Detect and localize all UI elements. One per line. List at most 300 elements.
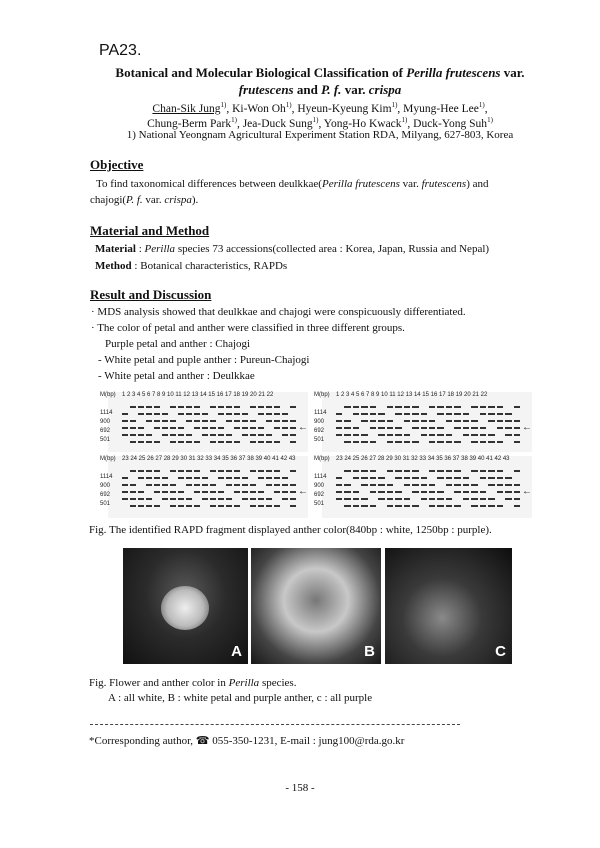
gel-band xyxy=(170,491,176,493)
gel-band xyxy=(170,505,176,507)
gel-band xyxy=(471,470,477,472)
gel-band xyxy=(480,413,486,415)
gel-size-label: 1114 xyxy=(314,474,327,480)
gel-band xyxy=(226,420,232,422)
gel-band xyxy=(497,420,503,422)
gel-band xyxy=(505,427,511,429)
gel-band xyxy=(454,441,460,443)
gel-band xyxy=(218,491,224,493)
gel-band xyxy=(186,406,192,408)
gel-band xyxy=(234,427,240,429)
gel-band xyxy=(497,477,503,479)
footnote-divider xyxy=(90,724,460,725)
author-2: , Ki-Won Oh xyxy=(226,102,286,115)
material-line: Material : Perilla species 73 accessions(collected area : Korea, Japan, Russia and Nepal) xyxy=(95,243,490,255)
material-heading: Material and Method xyxy=(90,223,210,238)
gel-band xyxy=(122,420,128,422)
gel-band xyxy=(437,434,443,436)
gel-band xyxy=(471,427,477,429)
gel-band xyxy=(387,498,393,500)
gel-band xyxy=(421,498,427,500)
gel-band xyxy=(344,505,350,507)
gel-band xyxy=(242,427,248,429)
gel-band xyxy=(250,484,256,486)
gel-band xyxy=(421,420,427,422)
gel-band xyxy=(154,420,160,422)
author-5-sup: 1) xyxy=(231,116,237,124)
gel-band xyxy=(387,441,393,443)
gel-band xyxy=(361,505,367,507)
gel-band xyxy=(202,420,208,422)
gel-band xyxy=(370,441,376,443)
gel-band xyxy=(370,413,376,415)
gel-band xyxy=(514,434,520,436)
gel-band xyxy=(130,427,136,429)
gel-band xyxy=(202,434,208,436)
gel-band xyxy=(378,427,384,429)
photo-a-label: A xyxy=(231,643,242,660)
gel-band xyxy=(378,491,384,493)
gel-band xyxy=(218,470,224,472)
title-variety-2: crispa xyxy=(368,82,402,97)
gel-band xyxy=(162,434,168,436)
gel-band xyxy=(421,477,427,479)
gel-top-left xyxy=(108,392,308,452)
gel-band xyxy=(471,484,477,486)
gel-band xyxy=(274,406,280,408)
gel-band xyxy=(412,470,418,472)
gel-band xyxy=(186,434,192,436)
gel-band xyxy=(336,484,342,486)
gel-band xyxy=(290,441,296,443)
gel-band xyxy=(370,427,376,429)
gel-band xyxy=(378,498,384,500)
gel-band xyxy=(437,441,443,443)
gel-band xyxy=(361,477,367,479)
gel-band xyxy=(218,505,224,507)
gel-lane-numbers: 23 24 25 26 27 28 29 30 31 32 33 34 35 36 37 38 39 40 41 42 43 xyxy=(122,456,296,462)
gel-band xyxy=(250,427,256,429)
gel-band xyxy=(146,470,152,472)
gel-band xyxy=(154,406,160,408)
gel-band xyxy=(404,413,410,415)
gel-band xyxy=(138,406,144,408)
fig2-a: Fig. Flower and anther color in xyxy=(89,677,229,689)
gel-band xyxy=(463,484,469,486)
obj-e: ) and xyxy=(466,178,489,190)
gel-band xyxy=(404,505,410,507)
gel-band xyxy=(344,470,350,472)
gel-band xyxy=(454,491,460,493)
author-6-sup: 1) xyxy=(312,116,319,124)
author-3-sup: 1) xyxy=(391,101,398,109)
gel-band xyxy=(266,477,272,479)
gel-band xyxy=(370,406,376,408)
gel-band xyxy=(488,413,494,415)
gel-band xyxy=(210,484,216,486)
gel-band xyxy=(480,505,486,507)
gel-band xyxy=(471,491,477,493)
gel-band xyxy=(186,441,192,443)
gel-band xyxy=(353,491,359,493)
photo-b-label: B xyxy=(364,643,375,660)
gel-band xyxy=(514,498,520,500)
gel-band xyxy=(344,406,350,408)
gel-band xyxy=(446,434,452,436)
gel-band xyxy=(266,406,272,408)
gel-arrow-icon: ← xyxy=(298,422,308,433)
gel-band xyxy=(514,505,520,507)
gel-band xyxy=(370,491,376,493)
gel-band xyxy=(437,406,443,408)
gel-band xyxy=(178,406,184,408)
gel-band xyxy=(361,413,367,415)
gel-size-label: 692 xyxy=(100,428,111,434)
gel-band xyxy=(480,498,486,500)
gel-band xyxy=(130,434,136,436)
gel-band xyxy=(226,477,232,479)
gel-band xyxy=(266,413,272,415)
gel-band xyxy=(336,498,342,500)
gel-band xyxy=(178,470,184,472)
gel-band xyxy=(446,484,452,486)
gel-band xyxy=(186,420,192,422)
gel-band xyxy=(446,413,452,415)
gel-band xyxy=(138,491,144,493)
gel-band xyxy=(186,505,192,507)
gel-band xyxy=(274,470,280,472)
gel-band xyxy=(138,498,144,500)
material-perilla: Perilla xyxy=(144,243,176,255)
gel-band xyxy=(234,470,240,472)
gel-size-label: 1114 xyxy=(314,410,327,416)
gel-band xyxy=(122,434,128,436)
gel-band xyxy=(429,491,435,493)
gel-band xyxy=(370,470,376,472)
gel-band xyxy=(274,427,280,429)
gel-band xyxy=(344,434,350,436)
method-label: Method xyxy=(95,260,132,272)
gel-band xyxy=(497,406,503,408)
gel-band xyxy=(162,477,168,479)
result-line-4: - White petal and puple anther : Pureun-Chajogi xyxy=(98,354,310,366)
photo-c xyxy=(385,548,512,664)
gel-band xyxy=(437,470,443,472)
gel-size-label: 900 xyxy=(100,483,111,489)
gel-band xyxy=(130,498,136,500)
gel-band xyxy=(194,441,200,443)
gel-band xyxy=(210,427,216,429)
gel-band xyxy=(395,406,401,408)
gel-band xyxy=(446,470,452,472)
gel-band xyxy=(154,470,160,472)
objective-heading: Objective xyxy=(90,157,144,172)
gel-band xyxy=(395,470,401,472)
gel-band xyxy=(234,413,240,415)
gel-band xyxy=(146,441,152,443)
gel-band xyxy=(146,434,152,436)
gel-band xyxy=(344,441,350,443)
gel-band xyxy=(130,484,136,486)
gel-band xyxy=(290,427,296,429)
gel-band xyxy=(437,505,443,507)
gel-band xyxy=(218,413,224,415)
gel-band xyxy=(274,441,280,443)
gel-band xyxy=(290,406,296,408)
author-7-sup: 1) xyxy=(401,116,408,124)
gel-band xyxy=(344,427,350,429)
gel-band xyxy=(170,441,176,443)
obj-f: chajogi( xyxy=(90,194,127,206)
gel-band xyxy=(421,427,427,429)
gel-band xyxy=(258,413,264,415)
gel-size-label: 501 xyxy=(100,437,111,443)
gel-band xyxy=(336,427,342,429)
gel-band xyxy=(429,470,435,472)
gel-band xyxy=(234,484,240,486)
gel-band xyxy=(454,477,460,479)
gel-band xyxy=(162,491,168,493)
gel-band xyxy=(130,505,136,507)
obj-c: var. xyxy=(399,178,422,190)
gel-band xyxy=(122,427,128,429)
gel-band xyxy=(404,470,410,472)
gel-band xyxy=(370,477,376,479)
gel-band xyxy=(266,484,272,486)
gel-band xyxy=(154,427,160,429)
gel-band xyxy=(266,470,272,472)
gel-band xyxy=(404,420,410,422)
gel-band xyxy=(395,505,401,507)
gel-band xyxy=(421,434,427,436)
gel-band xyxy=(412,427,418,429)
gel-band xyxy=(471,441,477,443)
gel-band xyxy=(226,484,232,486)
gel-band xyxy=(170,434,176,436)
gel-band xyxy=(344,491,350,493)
fig2-c: species. xyxy=(259,677,297,689)
gel-arrow-icon: ← xyxy=(522,422,532,433)
gel-band xyxy=(178,491,184,493)
gel-band xyxy=(480,491,486,493)
gel-band xyxy=(429,484,435,486)
gel-band xyxy=(480,470,486,472)
gel-band xyxy=(336,413,342,415)
gel-band xyxy=(250,498,256,500)
gel-band xyxy=(387,420,393,422)
gel-band xyxy=(258,477,264,479)
author-4-sup: 1) xyxy=(478,101,485,109)
gel-band xyxy=(250,470,256,472)
gel-band xyxy=(514,427,520,429)
title-line-2 xyxy=(70,81,570,98)
gel-band xyxy=(290,505,296,507)
gel-band xyxy=(282,434,288,436)
gel-band xyxy=(387,406,393,408)
gel-band xyxy=(226,441,232,443)
gel-band xyxy=(122,477,128,479)
gel-band xyxy=(178,505,184,507)
gel-band xyxy=(454,484,460,486)
gel-band xyxy=(162,420,168,422)
gel-band xyxy=(336,420,342,422)
gel-band xyxy=(488,441,494,443)
gel-band xyxy=(429,441,435,443)
gel-band xyxy=(282,498,288,500)
gel-band xyxy=(353,413,359,415)
gel-band xyxy=(370,505,376,507)
gel-band xyxy=(186,498,192,500)
gel-band xyxy=(282,420,288,422)
gel-band xyxy=(178,427,184,429)
gel-band xyxy=(429,434,435,436)
title-pf: P. f. xyxy=(321,82,342,97)
gel-band xyxy=(234,477,240,479)
gel-band xyxy=(194,420,200,422)
gel-band xyxy=(210,406,216,408)
gel-band xyxy=(514,484,520,486)
objective-text xyxy=(90,176,545,208)
gel-band xyxy=(353,441,359,443)
gel-band xyxy=(234,505,240,507)
obj-h: var. xyxy=(142,194,165,206)
gel-band xyxy=(361,484,367,486)
gel-band xyxy=(210,498,216,500)
gel-band xyxy=(404,441,410,443)
gel-band xyxy=(170,406,176,408)
gel-band xyxy=(412,491,418,493)
gel-marker-label: M(bp) xyxy=(100,456,116,462)
gel-band xyxy=(395,498,401,500)
gel-band xyxy=(250,406,256,408)
gel-lane-numbers: 1 2 3 4 5 6 7 8 9 10 11 12 13 14 15 16 17 18 19 20 21 22 xyxy=(122,392,274,398)
gel-band xyxy=(412,477,418,479)
gel-band xyxy=(274,505,280,507)
gel-size-label: 501 xyxy=(100,501,111,507)
gel-band xyxy=(170,420,176,422)
gel-band xyxy=(497,491,503,493)
gel-band xyxy=(488,477,494,479)
gel-band xyxy=(210,505,216,507)
gel-band xyxy=(250,420,256,422)
gel-band xyxy=(387,505,393,507)
gel-size-label: 501 xyxy=(314,501,325,507)
gel-band xyxy=(170,470,176,472)
fig2-legend: A : all white, B : white petal and purple anther, c : all purple xyxy=(108,692,373,704)
gel-band xyxy=(242,498,248,500)
result-line-2: · The color of petal and anther were classified in three different groups. xyxy=(91,322,405,334)
obj-d: frutescens xyxy=(421,178,467,190)
gel-band xyxy=(210,491,216,493)
gel-band xyxy=(202,484,208,486)
gel-band xyxy=(361,406,367,408)
gel-band xyxy=(194,427,200,429)
gel-band xyxy=(514,441,520,443)
gel-band xyxy=(437,498,443,500)
flower-a xyxy=(161,586,209,630)
gel-band xyxy=(497,427,503,429)
title-text-1: Botanical and Molecular Biological Classification of xyxy=(115,65,407,80)
gel-band xyxy=(505,484,511,486)
gel-band xyxy=(404,484,410,486)
gel-band xyxy=(353,470,359,472)
gel-band xyxy=(122,498,128,500)
gel-band xyxy=(282,484,288,486)
gel-band xyxy=(202,498,208,500)
gel-band xyxy=(395,491,401,493)
gel-band xyxy=(454,420,460,422)
gel-band xyxy=(471,406,477,408)
obj-g: P. f. xyxy=(126,194,143,206)
gel-band xyxy=(162,413,168,415)
gel-marker-label: M(bp) xyxy=(314,392,330,398)
gel-band xyxy=(370,420,376,422)
gel-band xyxy=(178,477,184,479)
gel-band xyxy=(250,441,256,443)
gel-band xyxy=(488,420,494,422)
gel-band xyxy=(378,434,384,436)
gel-band xyxy=(122,484,128,486)
gel-band xyxy=(497,470,503,472)
gel-band xyxy=(488,470,494,472)
gel-band xyxy=(353,406,359,408)
gel-band xyxy=(404,498,410,500)
gel-band xyxy=(290,420,296,422)
gel-band xyxy=(242,434,248,436)
gel-band xyxy=(226,505,232,507)
gel-band xyxy=(488,498,494,500)
gel-band xyxy=(429,406,435,408)
gel-band xyxy=(505,498,511,500)
gel-size-label: 692 xyxy=(314,492,325,498)
gel-band xyxy=(274,477,280,479)
poster-code: PA23. xyxy=(99,42,142,59)
gel-band xyxy=(336,477,342,479)
gel-band xyxy=(378,477,384,479)
gel-band xyxy=(290,484,296,486)
gel-band xyxy=(480,441,486,443)
author-4: , Myung-Hee Lee xyxy=(397,102,479,115)
gel-band xyxy=(226,406,232,408)
gel-band xyxy=(202,477,208,479)
gel-band xyxy=(194,477,200,479)
gel-size-label: 692 xyxy=(100,492,111,498)
gel-band xyxy=(353,498,359,500)
gel-band xyxy=(258,427,264,429)
gel-band xyxy=(138,477,144,479)
author-7: , Yong-Ho Kwack xyxy=(318,117,402,130)
gel-band xyxy=(387,427,393,429)
gel-size-label: 900 xyxy=(100,419,111,425)
gel-arrow-icon: ← xyxy=(522,486,532,497)
gel-band xyxy=(514,406,520,408)
gel-band xyxy=(344,498,350,500)
author-6: , Jea-Duck Sung xyxy=(236,117,313,130)
gel-band xyxy=(266,498,272,500)
gel-band xyxy=(154,505,160,507)
gel-band xyxy=(186,470,192,472)
gel-band xyxy=(146,484,152,486)
gel-band xyxy=(378,484,384,486)
gel-band xyxy=(258,470,264,472)
gel-band xyxy=(404,406,410,408)
gel-band xyxy=(250,505,256,507)
gel-band xyxy=(210,441,216,443)
gel-band xyxy=(138,434,144,436)
gel-band xyxy=(234,441,240,443)
gel-band xyxy=(282,477,288,479)
gel-band xyxy=(480,477,486,479)
